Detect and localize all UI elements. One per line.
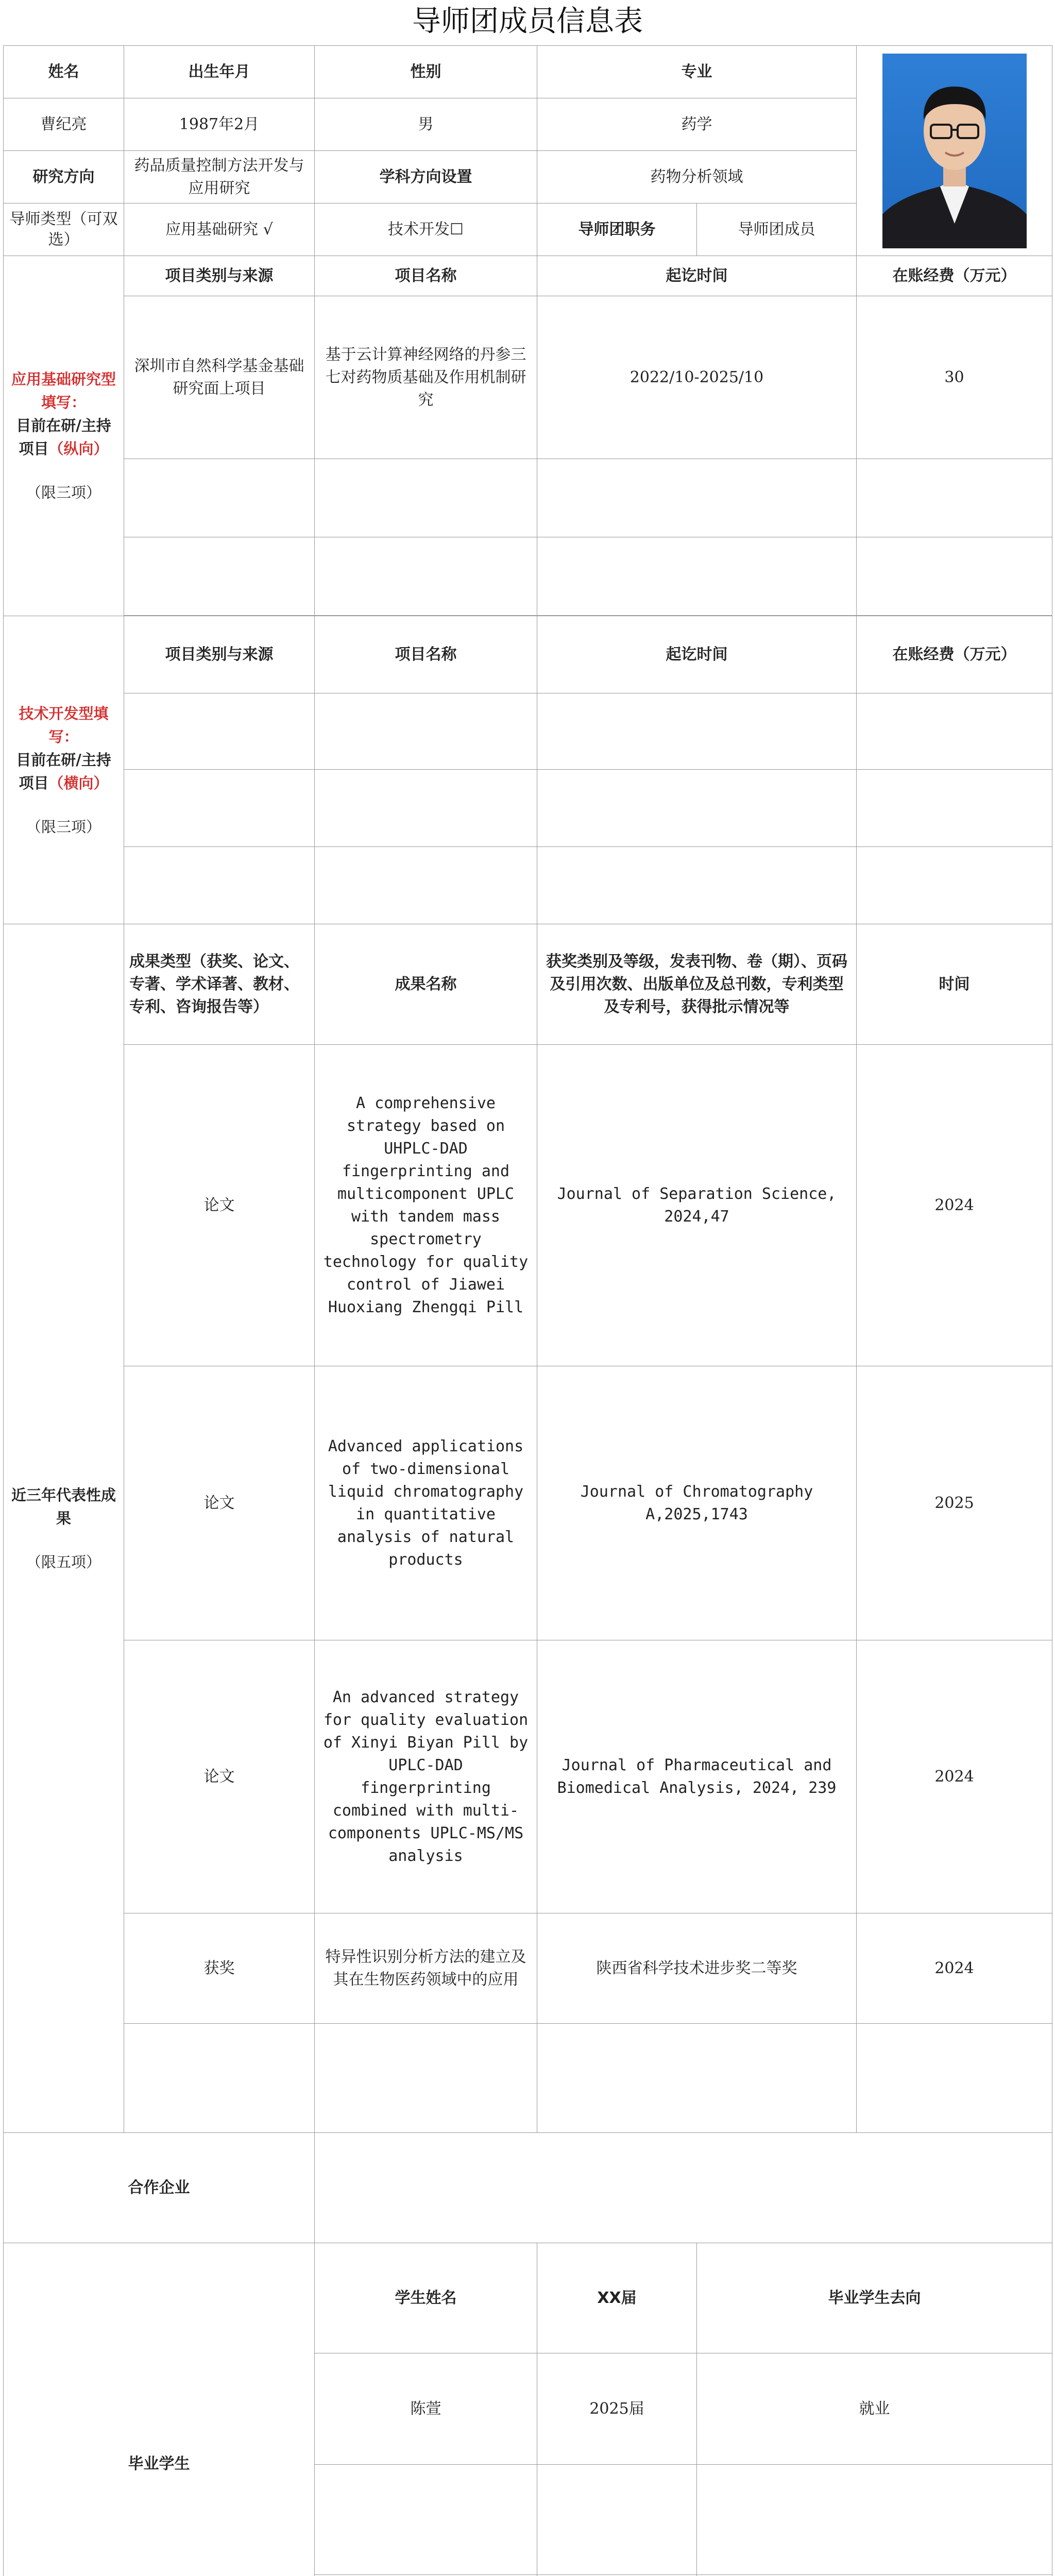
achievement-time: 2025 bbox=[857, 1366, 1052, 1640]
applied-row-1 bbox=[4, 296, 1052, 459]
achievement-time: 2024 bbox=[857, 1640, 1052, 1913]
birth-label: 出生年月 bbox=[124, 46, 315, 98]
document-title: 导师团成员信息表 bbox=[412, 5, 643, 38]
achievement-type: 获奖 bbox=[124, 1913, 315, 2024]
applied-col-source: 项目类别与来源 bbox=[124, 256, 315, 296]
applied-source: 深圳市自然科学基金基础研究面上项目 bbox=[124, 296, 315, 459]
tech-label-tag: （横向） bbox=[48, 774, 109, 792]
achievement-row-empty bbox=[4, 2024, 1052, 2133]
graduate-destination: 就业 bbox=[697, 2353, 1052, 2465]
graduate-name: 陈萱 bbox=[315, 2353, 537, 2465]
achievement-time: 2024 bbox=[857, 1045, 1052, 1366]
applied-section-label bbox=[4, 256, 124, 616]
tech-label-red: 技术开发型填写： bbox=[19, 704, 109, 745]
achievements-header-row bbox=[4, 924, 1052, 1045]
gender-label: 性别 bbox=[315, 46, 537, 98]
graduates-col-destination: 毕业学生去向 bbox=[697, 2243, 1052, 2353]
tech-header-row bbox=[4, 616, 1052, 693]
role-value: 导师团成员 bbox=[697, 204, 857, 256]
major-value: 药学 bbox=[537, 98, 857, 151]
achievement-title: 特异性识别分析方法的建立及其在生物医药领域中的应用 bbox=[315, 1913, 537, 2024]
achievement-detail: Journal of Pharmaceutical and Biomedical Analysis, 2024, 239 bbox=[537, 1640, 857, 1913]
achievements-col-name: 成果名称 bbox=[315, 924, 537, 1045]
discipline-label: 学科方向设置 bbox=[315, 151, 537, 204]
major-label: 专业 bbox=[537, 46, 857, 98]
direction-value: 药品质量控制方法开发与应用研究 bbox=[124, 151, 315, 204]
tech-col-funds: 在账经费（万元） bbox=[857, 616, 1052, 693]
tech-row-empty bbox=[4, 847, 1052, 924]
applied-label-red: 应用基础研究型填写： bbox=[11, 370, 116, 411]
applied-col-name: 项目名称 bbox=[315, 256, 537, 296]
mentor-type-label: 导师类型（可双选） bbox=[4, 204, 124, 256]
discipline-value: 药物分析领域 bbox=[537, 151, 857, 204]
achievement-detail: 陕西省科学技术进步奖二等奖 bbox=[537, 1913, 857, 2024]
tech-col-period: 起讫时间 bbox=[537, 616, 857, 693]
graduates-col-name: 学生姓名 bbox=[315, 2243, 537, 2353]
photo-cell bbox=[857, 46, 1052, 256]
achievement-type: 论文 bbox=[124, 1366, 315, 1640]
achievements-section-label bbox=[4, 924, 124, 2133]
tech-row-empty bbox=[4, 770, 1052, 847]
applied-col-funds: 在账经费（万元） bbox=[857, 256, 1052, 296]
gender-value: 男 bbox=[315, 98, 537, 151]
achievement-type: 论文 bbox=[124, 1045, 315, 1366]
achievement-detail: Journal of Separation Science, 2024,47 bbox=[537, 1045, 857, 1366]
name-value: 曹纪亮 bbox=[4, 98, 124, 151]
role-label: 导师团职务 bbox=[537, 204, 697, 256]
enterprise-label: 合作企业 bbox=[4, 2133, 315, 2243]
applied-row-empty bbox=[4, 537, 1052, 616]
mentor-type-basic: 应用基础研究 √ bbox=[124, 204, 315, 256]
tech-col-source: 项目类别与来源 bbox=[124, 616, 315, 693]
birth-value: 1987年2月 bbox=[124, 98, 315, 151]
applied-limit: （限三项） bbox=[26, 484, 101, 501]
achievements-limit: （限五项） bbox=[26, 1553, 101, 1571]
achievement-row bbox=[4, 1366, 1052, 1640]
tech-row-empty bbox=[4, 693, 1052, 770]
applied-col-period: 起讫时间 bbox=[537, 256, 857, 296]
achievement-row bbox=[4, 1045, 1052, 1366]
achievement-row bbox=[4, 1913, 1052, 2024]
achievement-title: An advanced strategy for quality evaluation of Xinyi Biyan Pill by UPLC-DAD fingerprinting combined with multi-components UPLC-MS/MS analysis bbox=[315, 1640, 537, 1913]
achievement-detail: Journal of Chromatography A,2025,1743 bbox=[537, 1366, 857, 1640]
achievement-title: Advanced applications of two-dimensional liquid chromatography in quantitative analysis of natural products bbox=[315, 1366, 537, 1640]
tech-col-name: 项目名称 bbox=[315, 616, 537, 693]
applied-project-name: 基于云计算神经网络的丹参三七对药物质基础及作用机制研究 bbox=[315, 296, 537, 459]
graduates-col-year: XX届 bbox=[537, 2243, 697, 2353]
achievements-label: 近三年代表性成果 bbox=[11, 1486, 116, 1527]
basic-header-row bbox=[4, 46, 1052, 98]
tech-section-label bbox=[4, 616, 124, 924]
achievements-col-time: 时间 bbox=[857, 924, 1052, 1045]
graduates-header-row bbox=[4, 2243, 1052, 2353]
achievement-row bbox=[4, 1640, 1052, 1913]
applied-row-empty bbox=[4, 459, 1052, 537]
name-label: 姓名 bbox=[4, 46, 124, 98]
applied-header-row bbox=[4, 256, 1052, 296]
graduates-label: 毕业学生 bbox=[4, 2243, 315, 2576]
mentor-type-tech: 技术开发☐ bbox=[315, 204, 537, 256]
enterprise-value[interactable] bbox=[315, 2133, 1052, 2243]
graduate-year: 2025届 bbox=[537, 2353, 697, 2465]
tech-limit: （限三项） bbox=[26, 818, 101, 836]
applied-funds: 30 bbox=[857, 296, 1052, 459]
achievement-type: 论文 bbox=[124, 1640, 315, 1913]
enterprise-row bbox=[4, 2133, 1052, 2243]
applied-label-mid: 目前在研/主持项目 bbox=[16, 417, 111, 457]
achievement-title: A comprehensive strategy based on UHPLC-DAD fingerprinting and multicomponent UPLC with tandem mass spectrometry technology for quality control of Jiawei Huoxiang Zhengqi Pill bbox=[315, 1045, 537, 1366]
member-info-table bbox=[3, 45, 1052, 2576]
achievements-col-type: 成果类型（获奖、论文、专著、学术译著、教材、专利、咨询报告等） bbox=[124, 924, 315, 1045]
tech-label-mid: 目前在研/主持项目 bbox=[16, 751, 111, 792]
achievement-time: 2024 bbox=[857, 1913, 1052, 2024]
direction-label: 研究方向 bbox=[4, 151, 124, 204]
portrait-photo bbox=[882, 54, 1027, 248]
applied-label-tag: （纵向） bbox=[48, 440, 109, 457]
achievements-col-detail: 获奖类别及等级，发表刊物、卷（期）、页码及引用次数、出版单位及总刊数，专利类型及专利号，获得批示情况等 bbox=[537, 924, 857, 1045]
applied-period: 2022/10-2025/10 bbox=[537, 296, 857, 459]
